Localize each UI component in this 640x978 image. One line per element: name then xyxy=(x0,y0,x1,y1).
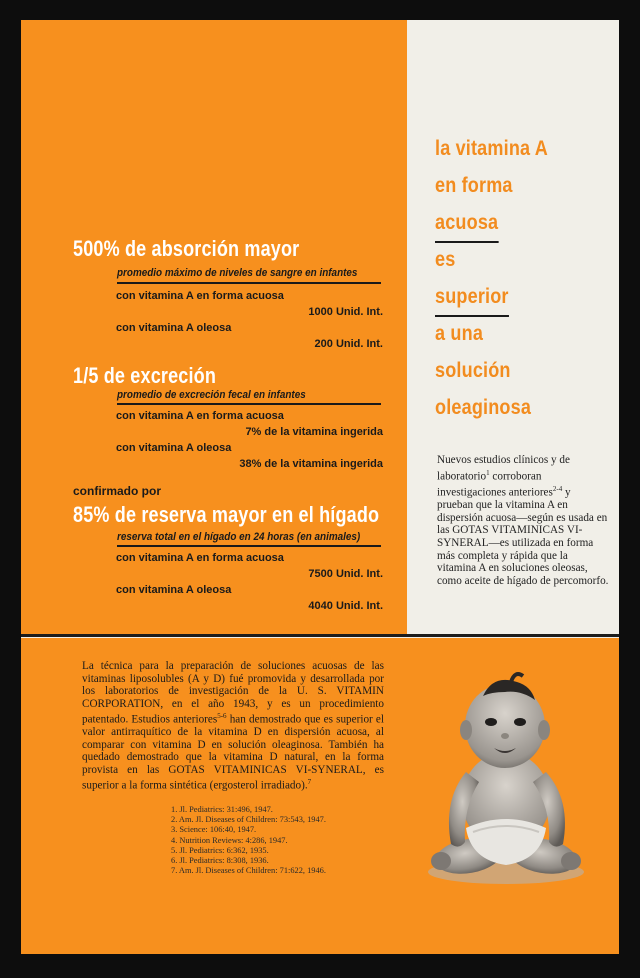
headline-line-5 xyxy=(435,278,590,315)
reserva-row-2-label: con vitamina A oleosa xyxy=(116,584,232,596)
technique-text-1: La técnica para la preparación de soluciones acuosas de las vitaminas liposolubles (A y D) fué promovida y desarrollada por los laboratorios de investigación de la U. S. VITAMIN CORPORATION, en el año 1943, y es un procedimiento patentado. Estudios anteriores xyxy=(82,660,384,726)
intro-paragraph xyxy=(437,454,609,587)
references-list xyxy=(171,805,391,876)
absorcion-row-1-label: con vitamina A en forma acuosa xyxy=(116,290,284,302)
technique-text-2: han demostrado que es superior el valor antirraquítico de la vitamina D en dispersión acuosa, al comparar con vitamina D en solución oleaginosa. También ha quedado demostrado que la vitamina D natural, en la forma provista en las GOTAS VITAMINICAS VI-SYNERAL, es superior a la forma sintética (ergosterol irradiado). xyxy=(82,713,384,792)
headline-line-6: a una xyxy=(435,322,484,345)
absorcion-row-1-value: 1000 Unid. Int. xyxy=(308,306,383,318)
divider-line xyxy=(21,634,619,637)
intro-text-2: corroboran investigaciones anteriores xyxy=(437,470,553,499)
reference-item: 1. Jl. Pediatrics: 31:496, 1947. xyxy=(171,805,273,814)
advertisement-page xyxy=(21,20,619,954)
reference-item: 6. Jl. Pediatrics: 8:308, 1936. xyxy=(171,856,269,866)
headline-line-2: en forma xyxy=(435,174,513,197)
baby-illustration xyxy=(421,660,591,890)
absorcion-subtitle: promedio máximo de niveles de sangre en infantes xyxy=(117,267,358,279)
headline-line-7: solución xyxy=(435,359,511,382)
headline-line-8: oleaginosa xyxy=(435,396,532,419)
excrecion-row-1-value: 7% de la vitamina ingerida xyxy=(245,426,383,438)
reference-item: 2. Am. Jl. Diseases of Children: 73:543, 1947. xyxy=(171,815,326,825)
reserva-title: 85% de reserva mayor en el hígado xyxy=(73,502,380,527)
absorcion-row-2-label: con vitamina A oleosa xyxy=(116,322,232,334)
headline-line-1: la vitamina A xyxy=(435,137,548,160)
excrecion-title: 1/5 de excreción xyxy=(73,363,217,388)
technique-paragraph xyxy=(82,660,384,792)
headline-line-4: es xyxy=(435,248,456,271)
headline-word-superior: superior xyxy=(435,278,509,315)
reference-item: 7. Am. Jl. Diseases of Children: 71:622, 1946. xyxy=(171,866,326,876)
headline-word-acuosa: acuosa xyxy=(435,204,498,241)
reference-item: 4. Nutrition Reviews: 4:286, 1947. xyxy=(171,835,288,845)
reserva-row-1-value: 7500 Unid. Int. xyxy=(308,568,383,580)
excrecion-row-2-value: 38% de la vitamina ingerida xyxy=(239,458,383,470)
reserva-row-2-value: 4040 Unid. Int. xyxy=(308,600,383,612)
baby-photo xyxy=(421,660,591,890)
reference-item: 3. Science: 106:40, 1947. xyxy=(171,825,257,835)
excrecion-row-1-label: con vitamina A en forma acuosa xyxy=(116,410,284,422)
excrecion-rule xyxy=(117,403,381,405)
absorcion-row-2-value: 200 Unid. Int. xyxy=(314,338,383,350)
confirmado-label: confirmado por xyxy=(73,484,162,498)
excrecion-subtitle: promedio de excreción fecal en infantes xyxy=(117,389,306,401)
intro-sup-2: 2-4 xyxy=(552,484,563,493)
intro-sup-1: 1 xyxy=(486,468,490,477)
absorcion-title: 500% de absorción mayor xyxy=(73,236,300,261)
technique-sup-2: 7 xyxy=(307,778,312,787)
reserva-rule xyxy=(117,545,381,547)
headline-line-3 xyxy=(435,204,590,241)
technique-sup-1: 5-6 xyxy=(217,712,227,720)
reference-item: 5. Jl. Pediatrics: 6:362, 1935. xyxy=(171,845,269,855)
reserva-row-1-label: con vitamina A en forma acuosa xyxy=(116,552,284,564)
absorcion-rule xyxy=(117,282,381,284)
intro-text-3: y prueban que la vitamina A en dispersión acuosa—según es usada en las GOTAS VITAMINICAS VI-SYNERAL—es utilizada en forma más completa y rápida que la vitamina A en soluciones oleosas, como aceite de hígado de percomorfo. xyxy=(437,486,609,587)
intro-text-1: Nuevos estudios clínicos y de laboratorio xyxy=(437,454,570,483)
headline xyxy=(435,130,615,426)
reserva-subtitle: reserva total en el hígado en 24 horas (en animales) xyxy=(117,531,361,543)
excrecion-row-2-label: con vitamina A oleosa xyxy=(116,442,232,454)
